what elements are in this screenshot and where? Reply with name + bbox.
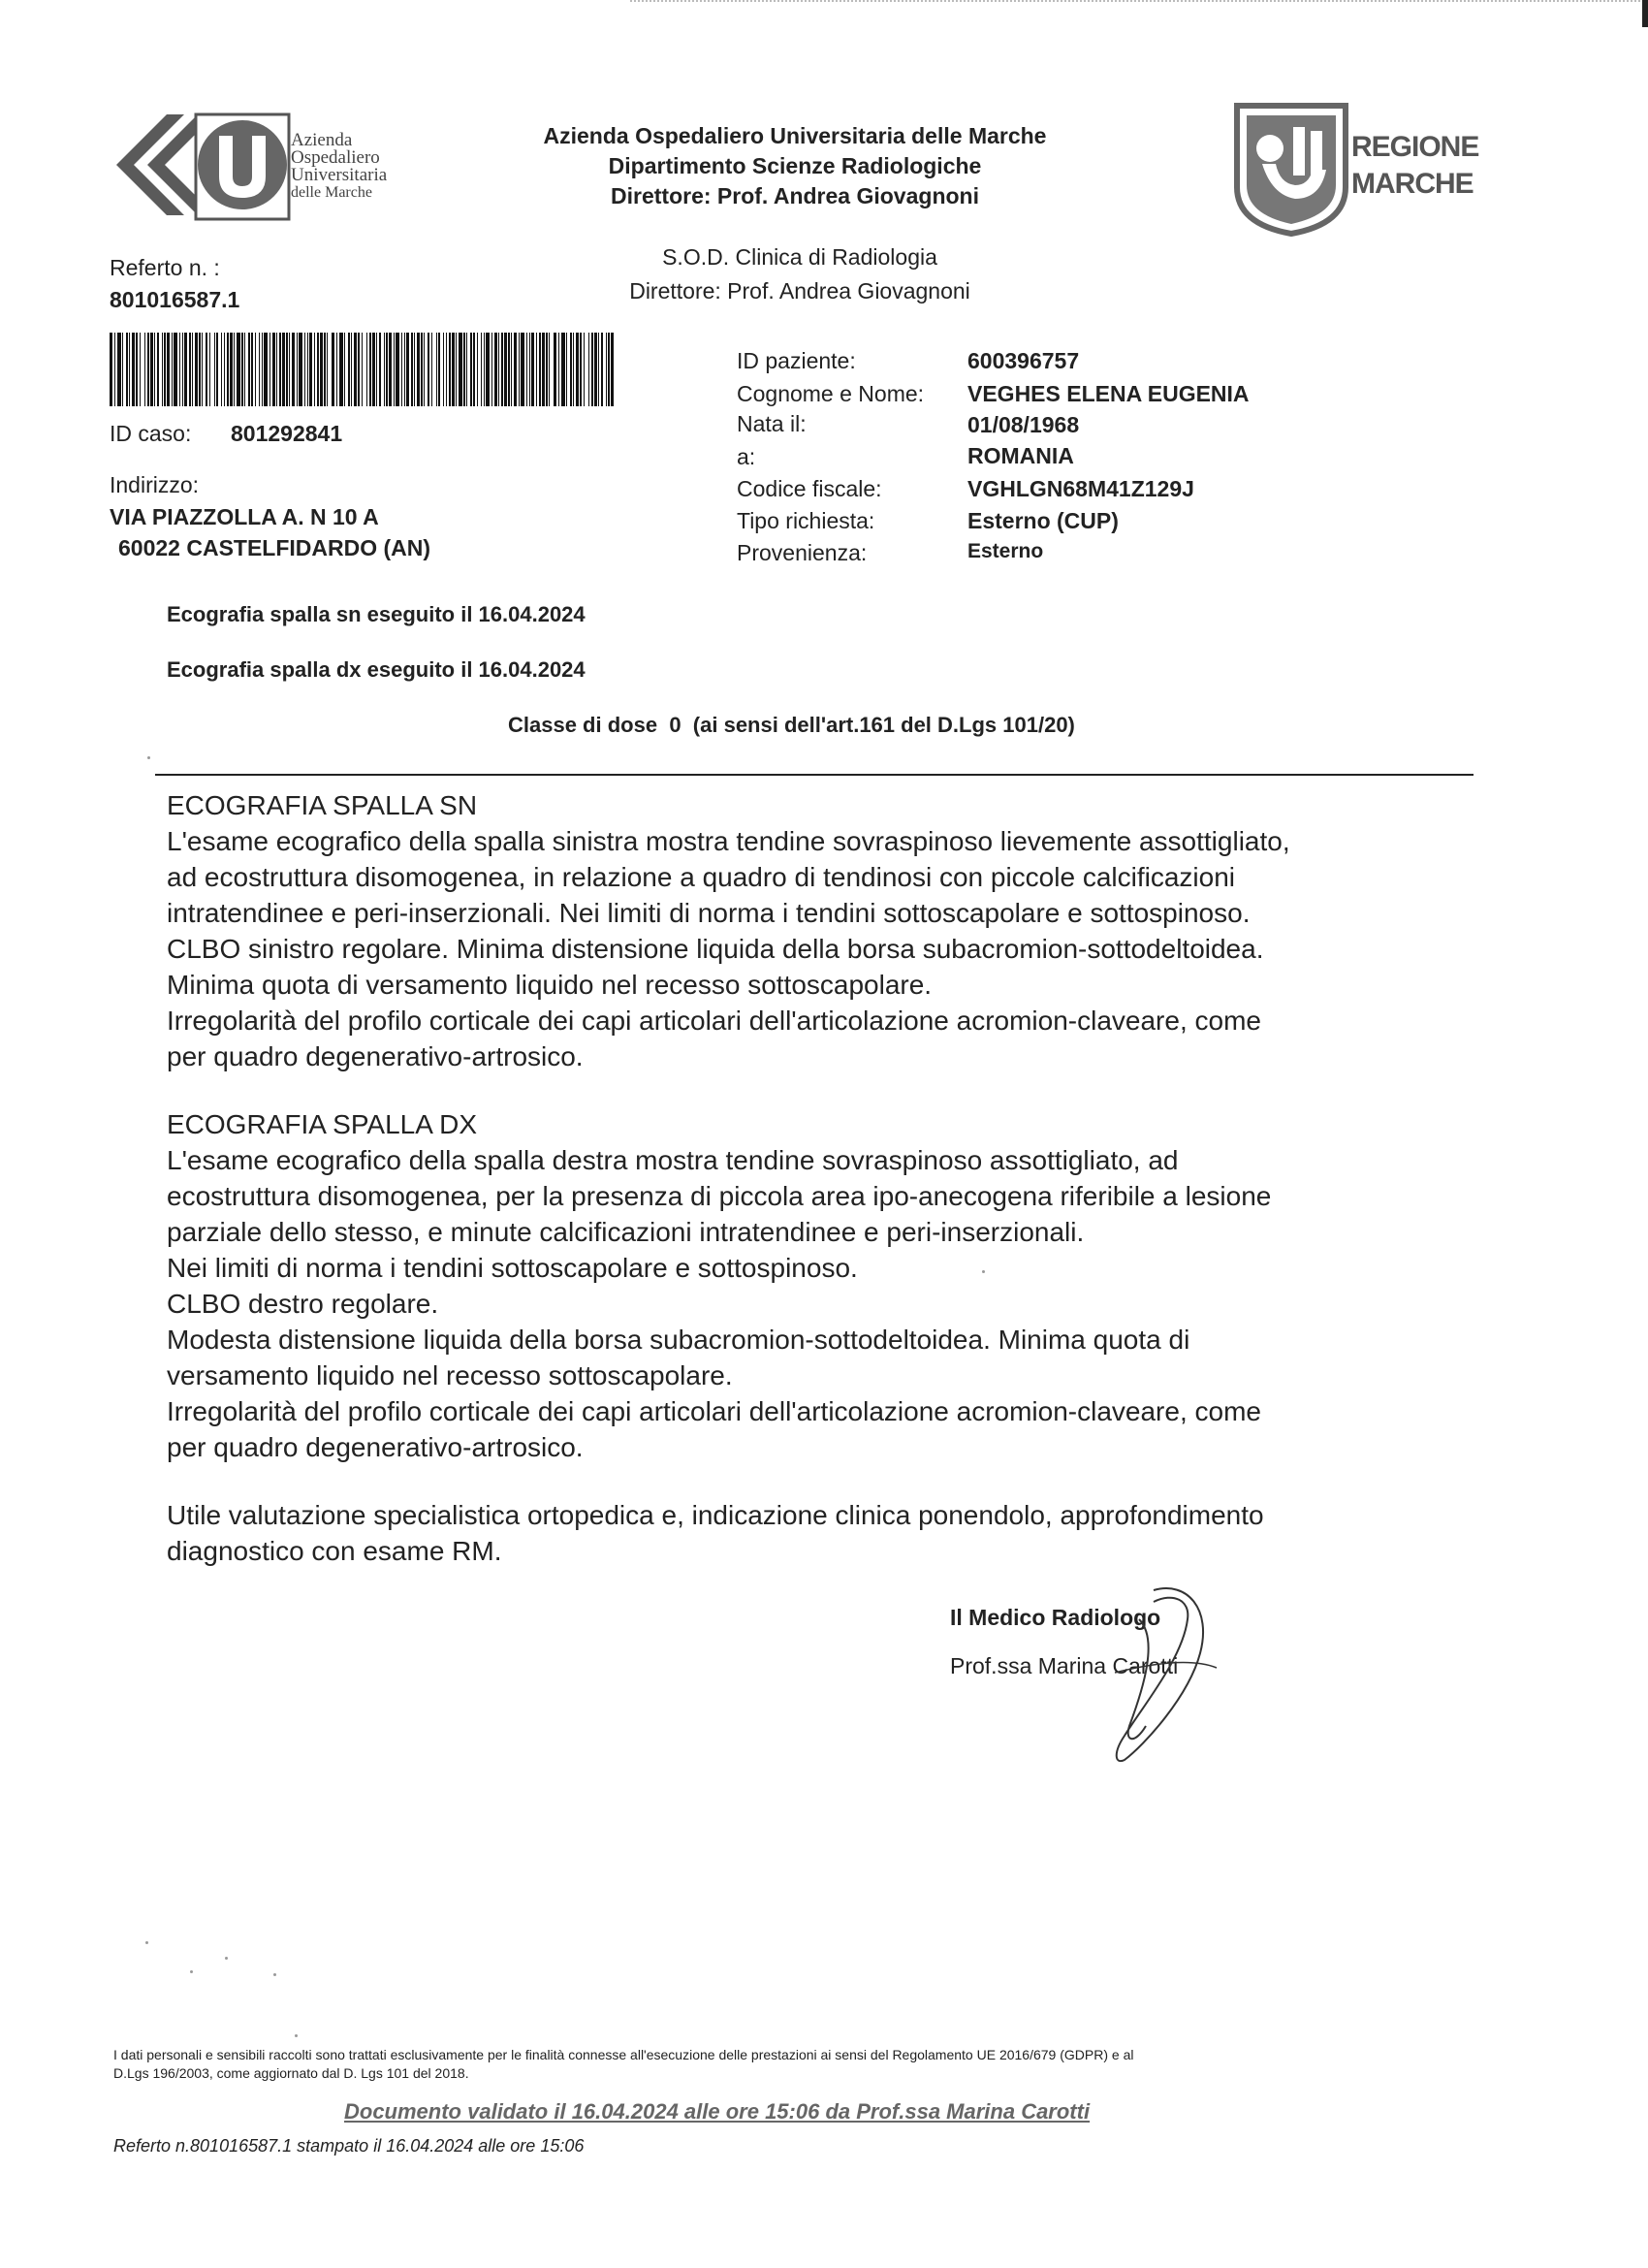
patient-value-name: VEGHES ELENA EUGENIA — [967, 381, 1250, 406]
patient-value-birthplace: ROMANIA — [967, 443, 1074, 468]
patient-value-birthdate: 01/08/1968 — [967, 412, 1080, 437]
patient-value-origin: Esterno — [967, 540, 1044, 562]
dose-note: (ai sensi dell'art.161 del D.Lgs 101/20) — [692, 713, 1075, 737]
report-line: per quadro degenerativo-artrosico. — [167, 1041, 584, 1071]
report-line: per quadro degenerativo-artrosico. — [167, 1432, 584, 1462]
scan-top-line — [630, 0, 1648, 4]
report-line: ecostruttura disomogenea, per la presenza di piccola area ipo-anecogena riferibile a lesione — [167, 1181, 1272, 1211]
scan-speck — [147, 756, 150, 759]
privacy-line: I dati personali e sensibili raccolti sono trattati esclusivamente per le finalità connesse all'esecuzione delle prestazioni ai sensi del Regolamento UE 2016/679 (GDPR) e al — [113, 2047, 1134, 2062]
report-line: L'esame ecografico della spalla destra mostra tendine sovraspinoso assottigliato, ad — [167, 1145, 1179, 1175]
header-director: Direttore: Prof. Andrea Giovagnoni — [611, 183, 979, 208]
referto-label: Referto n. : — [110, 255, 220, 280]
validation-note: Documento validato il 16.04.2024 alle ore 15:06 da Prof.ssa Marina Carotti — [344, 2099, 1091, 2124]
dose-label: Classe di dose — [508, 713, 658, 737]
hospital-logo — [107, 105, 417, 231]
logo-line: Azienda — [291, 130, 353, 150]
handwritten-signature — [1086, 1581, 1221, 1765]
scan-speck — [982, 1270, 985, 1273]
report-line: intratendinee e peri-inserzionali. Nei limiti di norma i tendini sottoscapolare e sottospinoso. — [167, 898, 1251, 928]
signature-name: Prof.ssa Marina Carotti — [950, 1653, 1179, 1678]
address-label: Indirizzo: — [110, 472, 200, 497]
hospital-logo-text — [291, 132, 387, 202]
address-street: VIA PIAZZOLLA A. N 10 A — [110, 504, 379, 529]
patient-label-birthplace: a: — [737, 444, 756, 469]
barcode — [110, 333, 618, 406]
patient-label-fiscal-code: Codice fiscale: — [737, 476, 882, 501]
header-department: Dipartimento Scienze Radiologiche — [608, 153, 982, 178]
scan-speck — [295, 2034, 298, 2037]
section-title-sn: ECOGRAFIA SPALLA SN — [167, 790, 478, 820]
patient-label-id: ID paziente: — [737, 348, 856, 373]
section-divider — [155, 774, 1474, 776]
logo-line: Universitaria — [291, 165, 388, 185]
caso-value: 801292841 — [231, 421, 343, 446]
conclusion-line: Utile valutazione specialistica ortopedica e, indicazione clinica ponendolo, approfondimento — [167, 1500, 1264, 1530]
barcode-bar — [614, 333, 616, 406]
exam-line-sn: Ecografia spalla sn eseguito il 16.04.2024 — [167, 602, 586, 626]
hospital-logo-icon — [107, 105, 301, 231]
sod-name: S.O.D. Clinica di Radiologia — [662, 244, 937, 270]
referto-number: 801016587.1 — [110, 287, 240, 312]
regione-marche-shield-icon — [1233, 102, 1349, 238]
report-section-dx — [167, 1106, 1466, 1465]
report-line: L'esame ecografico della spalla sinistra mostra tendine sovraspinoso lievemente assottigliato, — [167, 826, 1290, 856]
patient-label-name: Cognome e Nome: — [737, 381, 925, 406]
scan-speck — [145, 1941, 148, 1944]
report-line: Modesta distensione liquida della borsa subacromion-sottodeltoidea. Minima quota di — [167, 1325, 1190, 1355]
patient-label-birthdate: Nata il: — [737, 411, 807, 436]
report-line: ad ecostruttura disomogenea, in relazione a quadro di tendinosi con piccole calcificazioni — [167, 862, 1235, 892]
report-section-sn — [167, 787, 1466, 1074]
report-line: Nei limiti di norma i tendini sottoscapolare e sottospinoso. — [167, 1253, 858, 1283]
signature-role: Il Medico Radiologo — [950, 1605, 1161, 1630]
caso-label: ID caso: — [110, 421, 192, 446]
report-line: Irregolarità del profilo corticale dei capi articolari dell'articolazione acromion-claveare, come — [167, 1006, 1261, 1036]
dose-value: 0 — [669, 713, 681, 737]
report-conclusion — [167, 1497, 1466, 1569]
patient-label-request-type: Tipo richiesta: — [737, 508, 875, 533]
patient-value-fiscal-code: VGHLGN68M41Z129J — [967, 476, 1194, 501]
privacy-line: D.Lgs 196/2003, come aggiornato dal D. Lgs 101 del 2018. — [113, 2065, 469, 2081]
sod-director: Direttore: Prof. Andrea Giovagnoni — [629, 278, 970, 303]
patient-value-request-type: Esterno (CUP) — [967, 508, 1119, 533]
report-line: parziale dello stesso, e minute calcificazioni intratendinee e peri-inserzionali. — [167, 1217, 1085, 1247]
scan-speck — [225, 1957, 228, 1960]
logo-region-name: MARCHE — [1351, 168, 1474, 200]
patient-value-id: 600396757 — [967, 348, 1080, 373]
section-title-dx: ECOGRAFIA SPALLA DX — [167, 1109, 478, 1139]
regione-marche-logo — [1233, 102, 1495, 238]
patient-label-origin: Provenienza: — [737, 540, 868, 565]
header-hospital-name: Azienda Ospedaliero Universitaria delle Marche — [543, 123, 1047, 148]
report-line: CLBO sinistro regolare. Minima distensione liquida della borsa subacromion-sottodeltoidea. — [167, 934, 1264, 964]
dose-class — [508, 713, 1075, 738]
scan-speck — [273, 1973, 276, 1976]
scan-speck — [190, 1970, 193, 1973]
address-city: 60022 CASTELFIDARDO (AN) — [118, 535, 431, 560]
logo-line: Ospedaliero — [291, 147, 380, 168]
report-line: CLBO destro regolare. — [167, 1289, 439, 1319]
report-line: Irregolarità del profilo corticale dei capi articolari dell'articolazione acromion-claveare, come — [167, 1396, 1261, 1426]
scan-edge-mark — [1642, 0, 1648, 27]
print-note: Referto n.801016587.1 stampato il 16.04.2024 alle ore 15:06 — [113, 2136, 585, 2156]
privacy-notice — [113, 2046, 1500, 2083]
logo-region-word: REGIONE — [1351, 131, 1479, 163]
report-line: Minima quota di versamento liquido nel recesso sottoscapolare. — [167, 970, 933, 1000]
report-line: versamento liquido nel recesso sottoscapolare. — [167, 1360, 733, 1390]
exam-line-dx: Ecografia spalla dx eseguito il 16.04.2024 — [167, 657, 586, 682]
logo-line: delle Marche — [291, 184, 372, 201]
conclusion-line: diagnostico con esame RM. — [167, 1536, 502, 1566]
